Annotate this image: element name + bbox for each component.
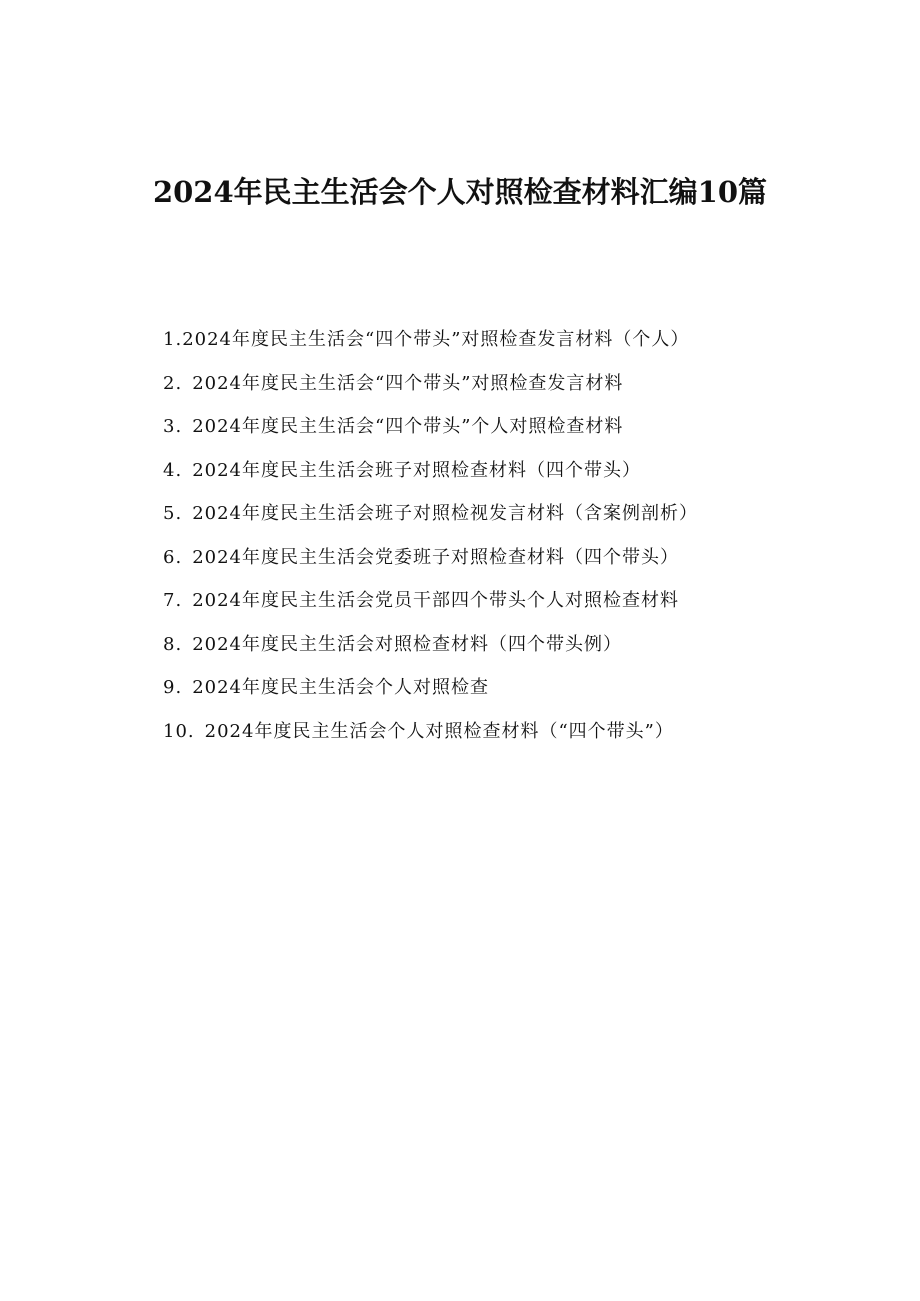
toc-item-text: 2024年度民主生活会“四个带头”对照检查发言材料 <box>192 372 624 394</box>
toc-item <box>163 623 698 667</box>
toc-item-number: 2. <box>163 372 183 394</box>
toc-item-number: 9. <box>163 677 183 698</box>
toc-item-number: 6. <box>163 546 183 568</box>
toc-item-number: 10. <box>163 720 195 742</box>
toc-item-number: 8. <box>163 633 183 655</box>
toc-item-text: 2024年度民主生活会个人对照检查 <box>192 677 489 698</box>
toc-item <box>163 492 698 536</box>
toc-item <box>163 666 698 710</box>
table-of-contents <box>163 318 698 753</box>
toc-item-text: 2024年度民主生活会班子对照检查材料（四个带头） <box>192 459 641 481</box>
toc-item-text: 2024年度民主生活会个人对照检查材料（“四个带头”） <box>204 720 674 742</box>
toc-item-number: 7. <box>163 590 183 611</box>
toc-item <box>163 449 698 493</box>
document-title: 2024年民主生活会个人对照检查材料汇编10篇 <box>152 175 768 209</box>
toc-item <box>163 579 698 623</box>
toc-item-text: 2024年度民主生活会对照检查材料（四个带头例） <box>192 633 622 655</box>
toc-item <box>163 710 698 754</box>
toc-item-number: 3. <box>163 416 183 437</box>
toc-item-number: 4. <box>163 459 183 481</box>
toc-item <box>163 362 698 406</box>
toc-item-number: 5. <box>163 503 183 524</box>
toc-item-text: 2024年度民主生活会“四个带头”对照检查发言材料（个人） <box>182 329 690 350</box>
toc-item-text: 2024年度民主生活会党员干部四个带头个人对照检查材料 <box>192 590 679 611</box>
toc-item-text: 2024年度民主生活会“四个带头”个人对照检查材料 <box>192 416 624 437</box>
toc-item-text: 2024年度民主生活会党委班子对照检查材料（四个带头） <box>192 546 679 568</box>
toc-item-text: 2024年度民主生活会班子对照检视发言材料（含案例剖析） <box>192 503 698 524</box>
toc-item-number: 1. <box>163 329 183 350</box>
toc-item <box>163 405 698 449</box>
toc-item <box>163 318 698 362</box>
toc-item <box>163 536 698 580</box>
